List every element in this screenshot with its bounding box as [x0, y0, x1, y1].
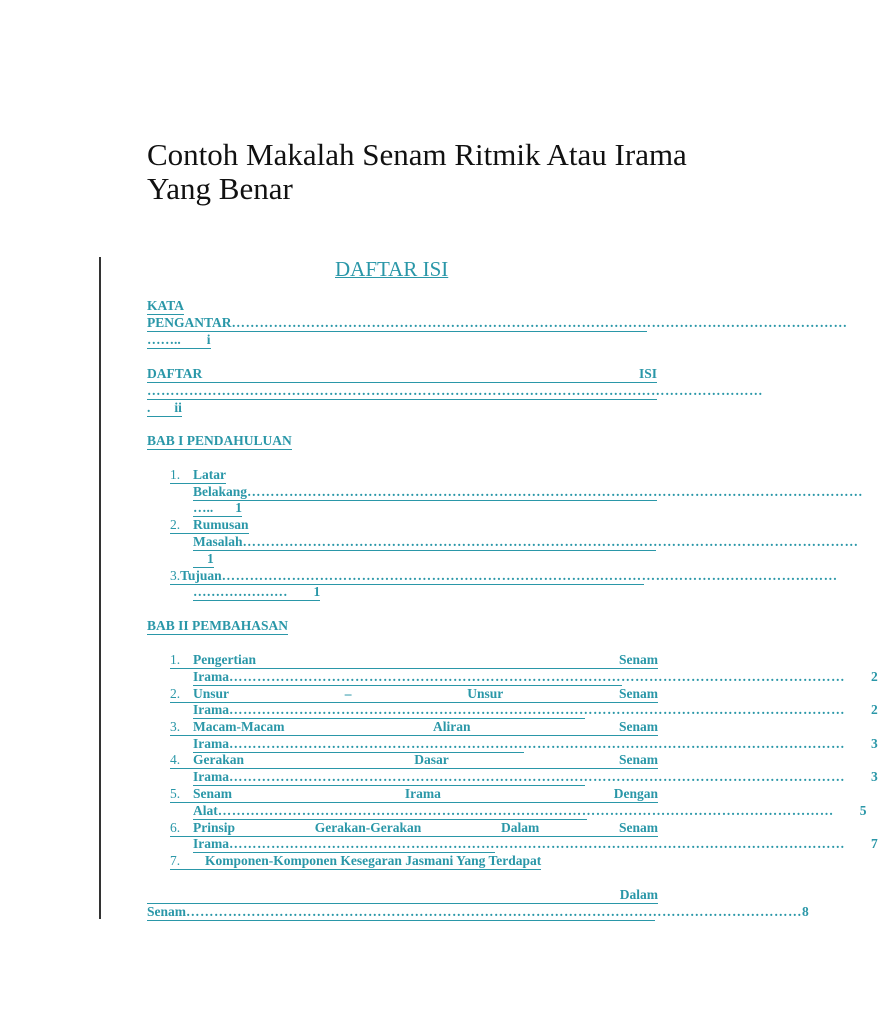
toc-link-rumusan-masalah[interactable]	[193, 534, 859, 551]
toc-link-pengertian-senam-irama[interactable]	[170, 652, 658, 669]
dot-leader: ……………………………………………………………………………………………………………………	[147, 383, 763, 398]
toc-link-rumusan-masalah[interactable]	[193, 551, 214, 568]
page-number: ii	[174, 400, 182, 415]
toc-text: Unsur	[467, 686, 504, 701]
toc-link-senam-irama-dengan-alat[interactable]	[193, 803, 867, 820]
toc-text: Senam	[193, 786, 233, 801]
toc-link-prinsip-gerakan[interactable]	[170, 820, 658, 837]
dot-leader: ……………………………………………………………………………………………………………………	[229, 769, 845, 784]
toc-text: Irama	[404, 786, 441, 801]
page-number: 2	[871, 669, 878, 684]
toc-text: Dalam	[619, 887, 658, 902]
toc-link-macam-aliran-senam-irama[interactable]	[170, 719, 658, 736]
toc-text: Irama	[193, 702, 229, 717]
toc-link-daftar-isi[interactable]	[147, 366, 657, 383]
item-number: 5.	[170, 786, 181, 801]
dot-leader: …………………	[193, 584, 288, 599]
item-number: 1.	[170, 652, 181, 667]
item-number: 4.	[170, 752, 181, 767]
toc-text: Irama	[193, 836, 229, 851]
dot-leader: ……………………………………………………………………………………………………………………	[186, 904, 803, 919]
toc-text: Tujuan	[180, 568, 222, 583]
dot-leader: ……………………………………………………………………………………………………………………	[229, 836, 845, 851]
toc-text: Dengan	[613, 786, 658, 801]
toc-text: Gerakan-Gerakan	[314, 820, 422, 835]
page-number: 1	[235, 500, 242, 515]
toc-link-komponen-kesegaran[interactable]	[147, 904, 809, 921]
dot-leader: ……………………………………………………………………………………………………………………	[229, 736, 845, 751]
toc-text: Senam	[147, 904, 187, 919]
page-number: 3	[871, 769, 878, 784]
toc-link-bab-1[interactable]	[147, 433, 292, 450]
toc-link-macam-aliran-senam-irama[interactable]	[193, 736, 878, 753]
toc-text: ISI	[638, 366, 657, 381]
toc-text: Gerakan	[193, 752, 245, 767]
page-number: 7	[871, 836, 878, 851]
toc-link-kata-pengantar[interactable]	[147, 298, 184, 315]
toc-text: Senam	[618, 820, 658, 835]
toc-link-komponen-kesegaran[interactable]	[147, 887, 658, 904]
toc-link-tujuan[interactable]	[170, 568, 838, 585]
toc-text: Senam	[618, 752, 658, 767]
toc-text: Masalah	[193, 534, 243, 549]
toc-text: Prinsip	[193, 820, 236, 835]
page-number: 1	[207, 551, 214, 566]
toc-text: Komponen-Komponen Kesegaran Jasmani Yang Terdapat	[205, 853, 542, 868]
dot-leader: ……………………………………………………………………………………………………………………	[221, 568, 838, 583]
document-title: Contoh Makalah Senam Ritmik Atau Irama Yang Benar	[147, 137, 687, 206]
toc-text: Latar	[193, 467, 226, 482]
toc-link-kata-pengantar[interactable]	[147, 315, 848, 332]
toc-link-prinsip-gerakan[interactable]	[193, 836, 878, 853]
dot-leader: ……………………………………………………………………………………………………………………	[242, 534, 859, 549]
item-number: 3.	[170, 568, 181, 583]
toc-link-daftar-isi[interactable]	[147, 400, 182, 417]
item-number: 6.	[170, 820, 181, 835]
page-number: 3	[871, 736, 878, 751]
toc-text: DAFTAR	[147, 366, 203, 381]
margin-line	[99, 257, 101, 919]
item-number: 2.	[170, 686, 181, 701]
toc-link-senam-irama-dengan-alat[interactable]	[170, 786, 658, 803]
item-number: 2.	[170, 517, 181, 532]
dot-leader: ……………………………………………………………………………………………………………………	[217, 803, 834, 818]
toc-link-tujuan[interactable]	[193, 584, 320, 601]
page-number: 2	[871, 702, 878, 717]
toc-link-rumusan-masalah[interactable]	[170, 517, 249, 534]
page-number: i	[206, 332, 211, 347]
toc-link-daftar-isi[interactable]	[147, 383, 763, 400]
toc-link-unsur-senam-irama[interactable]	[170, 686, 658, 703]
item-number: 7.	[170, 853, 181, 868]
toc-text: Dalam	[500, 820, 540, 835]
toc-text: Aliran	[432, 719, 471, 734]
toc-text: BAB I PENDAHULUAN	[147, 433, 292, 448]
toc-link-bab-2[interactable]	[147, 618, 288, 635]
toc-text: Belakang	[193, 484, 248, 499]
toc-link-komponen-kesegaran[interactable]	[170, 853, 541, 870]
item-number: 1.	[170, 467, 181, 482]
toc-link-gerakan-dasar-senam-irama[interactable]	[170, 752, 658, 769]
toc-link-latar-belakang[interactable]	[193, 484, 864, 501]
toc-text: Pengertian	[193, 652, 256, 667]
item-number: 3.	[170, 719, 181, 734]
toc-text: Senam	[618, 686, 658, 701]
toc-text: Rumusan	[193, 517, 249, 532]
toc-text: KATA	[147, 298, 184, 313]
dot-leader: .	[147, 400, 151, 415]
toc-text: Dasar	[414, 752, 449, 767]
toc-link-kata-pengantar[interactable]	[147, 332, 211, 349]
dot-leader: …..	[193, 500, 214, 515]
toc-text: Unsur	[193, 686, 230, 701]
dot-leader: ……………………………………………………………………………………………………………………	[247, 484, 864, 499]
dot-leader: ……..	[147, 332, 181, 347]
toc-text: Irama	[193, 769, 229, 784]
toc-heading: DAFTAR ISI	[335, 257, 449, 281]
toc-text: Senam	[618, 652, 658, 667]
toc-text: Macam-Macam	[193, 719, 285, 734]
page-number: 5	[859, 803, 867, 818]
toc-text: Senam	[618, 719, 658, 734]
page-number: 1	[313, 584, 321, 599]
toc-link-unsur-senam-irama[interactable]	[193, 702, 878, 719]
toc-link-latar-belakang[interactable]	[170, 467, 226, 484]
toc-text: –	[344, 686, 352, 701]
toc-text: Irama	[193, 736, 229, 751]
toc-text: BAB II PEMBAHASAN	[147, 618, 289, 633]
dot-leader: ……………………………………………………………………………………………………………………	[231, 315, 848, 330]
toc-link-pengertian-senam-irama[interactable]	[193, 669, 878, 686]
toc-text: PENGANTAR	[147, 315, 232, 330]
toc-link-gerakan-dasar-senam-irama[interactable]	[193, 769, 878, 786]
toc-text: Alat	[193, 803, 218, 818]
toc-text: Irama	[193, 669, 229, 684]
dot-leader: ……………………………………………………………………………………………………………………	[229, 702, 845, 717]
toc-link-latar-belakang[interactable]	[193, 500, 242, 517]
dot-leader: ……………………………………………………………………………………………………………………	[229, 669, 845, 684]
page-number: 8	[802, 904, 809, 919]
